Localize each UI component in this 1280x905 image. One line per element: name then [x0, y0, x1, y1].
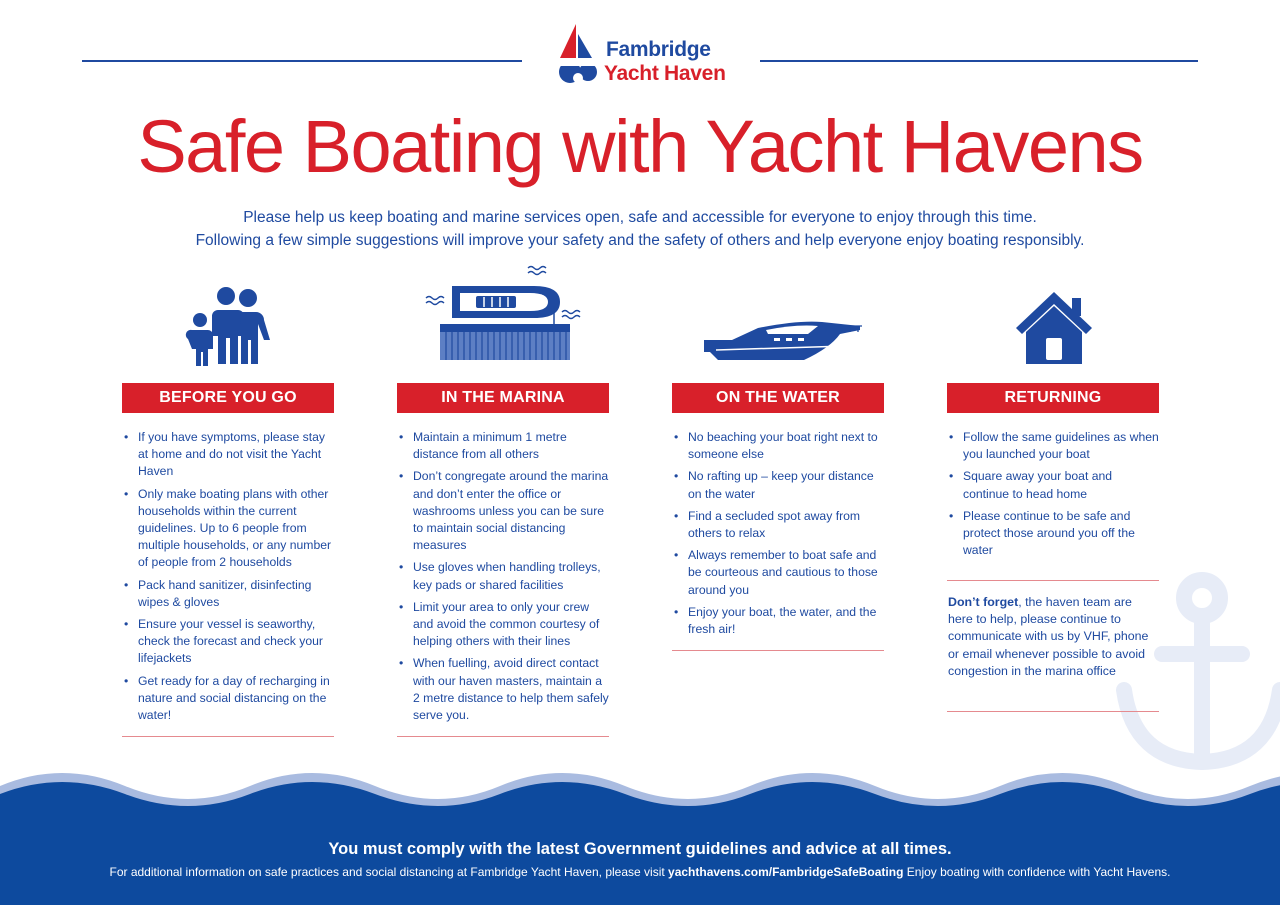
- note-text: , the haven team are here to help, please continue to communicate with us by VHF, phone or email whenever possible to avoid congestion in the marina office: [948, 595, 1149, 678]
- family-icon: [180, 286, 274, 368]
- note-lead: Don’t forget: [948, 595, 1019, 609]
- list-item: • Get ready for a day of recharging in nature and social distancing on the water!: [122, 673, 334, 725]
- column-heading: IN THE MARINA: [397, 383, 609, 413]
- list-item: • Square away your boat and continue to head home: [947, 468, 1159, 502]
- list-item: • Follow the same guidelines as when you launched your boat: [947, 429, 1159, 463]
- list-item: • Ensure your vessel is seaworthy, check the forecast and check your lifejackets: [122, 616, 334, 668]
- footer-info-tail: Enjoy boating with confidence with Yacht Havens.: [903, 865, 1171, 879]
- footer-info: [0, 865, 1280, 879]
- footer-info-text: For additional information on safe practices and social distancing at Fambridge Yacht Haven, please visit: [109, 865, 669, 879]
- list-item: • Find a secluded spot away from others to relax: [672, 508, 884, 542]
- list-item: • When fuelling, avoid direct contact with our haven masters, maintain a 2 metre distance to help them safely serve you.: [397, 655, 609, 724]
- note-rule-top: [947, 580, 1159, 581]
- column-heading: BEFORE YOU GO: [122, 383, 334, 413]
- reminder-note: [948, 594, 1158, 680]
- column-before-you-go: [122, 383, 334, 737]
- column-rule: [672, 650, 884, 651]
- motor-yacht-icon: [696, 316, 868, 366]
- list-item: • No rafting up – keep your distance on the water: [672, 468, 884, 502]
- header-rule-left: [82, 60, 522, 62]
- logo-line-2: Yacht Haven: [604, 62, 726, 85]
- list-item: • Maintain a minimum 1 metre distance from all others: [397, 429, 609, 463]
- note-rule-bottom: [947, 711, 1159, 712]
- house-icon: [1014, 290, 1094, 366]
- column-heading: RETURNING: [947, 383, 1159, 413]
- list-item: • Pack hand sanitizer, disinfecting wipes & gloves: [122, 577, 334, 611]
- list-item: • Limit your area to only your crew and avoid the common courtesy of helping others with their lines: [397, 599, 609, 651]
- column-in-the-marina: [397, 383, 609, 737]
- list-item: • Enjoy your boat, the water, and the fresh air!: [672, 604, 884, 638]
- list-item: • If you have symptoms, please stay at home and do not visit the Yacht Haven: [122, 429, 334, 481]
- logo-line-1: Fambridge: [606, 38, 711, 61]
- header-rule-right: [760, 60, 1198, 62]
- guideline-list: [672, 429, 884, 638]
- intro-line-2: Following a few simple suggestions will improve your safety and the safety of others and help everyone enjoy boating responsibly.: [195, 232, 1085, 249]
- list-item: • No beaching your boat right next to someone else: [672, 429, 884, 463]
- column-rule: [122, 736, 334, 737]
- intro-line-1: Please help us keep boating and marine services open, safe and accessible for everyone to enjoy through this time.: [243, 209, 1037, 226]
- guideline-list: [947, 429, 1159, 559]
- guideline-list: [397, 429, 609, 724]
- page-title: Safe Boating with Yacht Havens: [137, 105, 1143, 188]
- moored-boat-icon: [424, 262, 584, 362]
- guideline-list: [122, 429, 334, 724]
- list-item: • Use gloves when handling trolleys, key pads or shared facilities: [397, 559, 609, 593]
- logo: [548, 22, 738, 86]
- footer-compliance: You must comply with the latest Government guidelines and advice at all times.: [328, 840, 952, 858]
- column-returning: [947, 383, 1159, 564]
- footer-wave: [0, 760, 1280, 905]
- footer-link[interactable]: yachthavens.com/FambridgeSafeBoating: [668, 865, 904, 879]
- column-rule: [397, 736, 609, 737]
- column-heading: ON THE WATER: [672, 383, 884, 413]
- intro: [0, 206, 1280, 252]
- list-item: • Only make boating plans with other households within the current guidelines. Up to 6 people from multiple households, or any number of people from 2 households: [122, 486, 334, 572]
- list-item: • Don’t congregate around the marina and don’t enter the office or washrooms unless you can be sure to maintain social distancing measures: [397, 468, 609, 554]
- column-on-the-water: [672, 383, 884, 651]
- list-item: • Always remember to boat safe and be courteous and cautious to those around you: [672, 547, 884, 599]
- list-item: • Please continue to be safe and protect those around you off the water: [947, 508, 1159, 560]
- sail-logo-icon: [548, 22, 604, 86]
